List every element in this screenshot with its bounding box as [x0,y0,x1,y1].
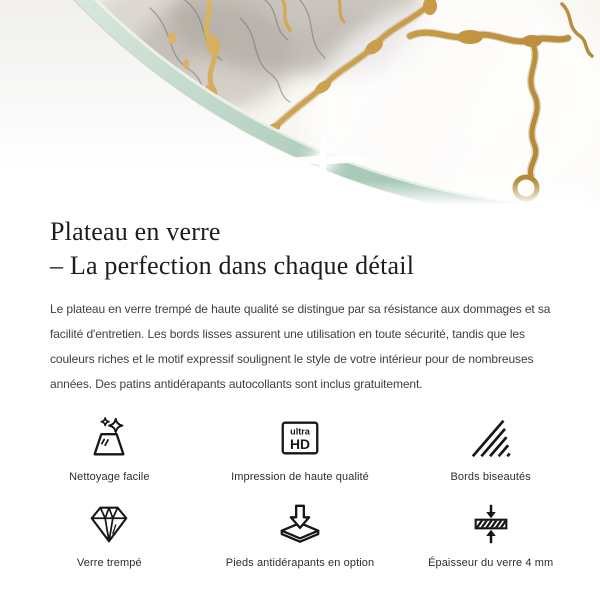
feature-print-quality [205,413,396,483]
feature-label: Épaisseur du verre 4 mm [428,557,554,569]
feature-beveled-edges [395,413,586,483]
glass-tabletop-photo [0,0,600,205]
feature-anti-slip-pads [205,499,396,569]
glass-thickness-icon [468,501,514,547]
product-description: Le plateau en verre trempé de haute qualité se distingue par sa résistance aux dommages et sa facilité d'entretien. Les bords lisses assurent une utilisation en toute sécurité, tandis que les couleurs riches et le motif expressif soulignent le style de votre intérieur pour de nombreuses années. Des patins antidérapants autocollants sont inclus gratuitement. [50,302,551,391]
feature-label: Bords biseautés [450,471,531,483]
feature-glass-thickness [395,499,586,569]
diamond-icon [86,501,132,547]
beveled-edges-icon [468,415,514,461]
feature-label: Pieds antidérapants en option [225,557,375,569]
feature-label: Impression de haute qualité [231,471,369,483]
hd-text: HD [289,436,311,453]
ultra-text: ultra [290,426,310,437]
feature-tempered-glass [14,499,205,569]
photo-bottom-fade [0,180,600,205]
feature-label: Nettoyage facile [69,471,150,483]
sparkle-clean-icon [86,415,132,461]
hero-image [0,0,600,205]
page-title [50,215,550,283]
ultra-hd-icon [277,415,323,461]
title-line-2: – La perfection dans chaque détail [50,251,415,280]
title-line-1: Plateau en verre [50,217,221,246]
feature-label: Verre trempé [76,557,142,569]
anti-slip-pad-icon [277,501,323,547]
feature-easy-cleaning [14,413,205,483]
feature-grid [0,413,600,569]
